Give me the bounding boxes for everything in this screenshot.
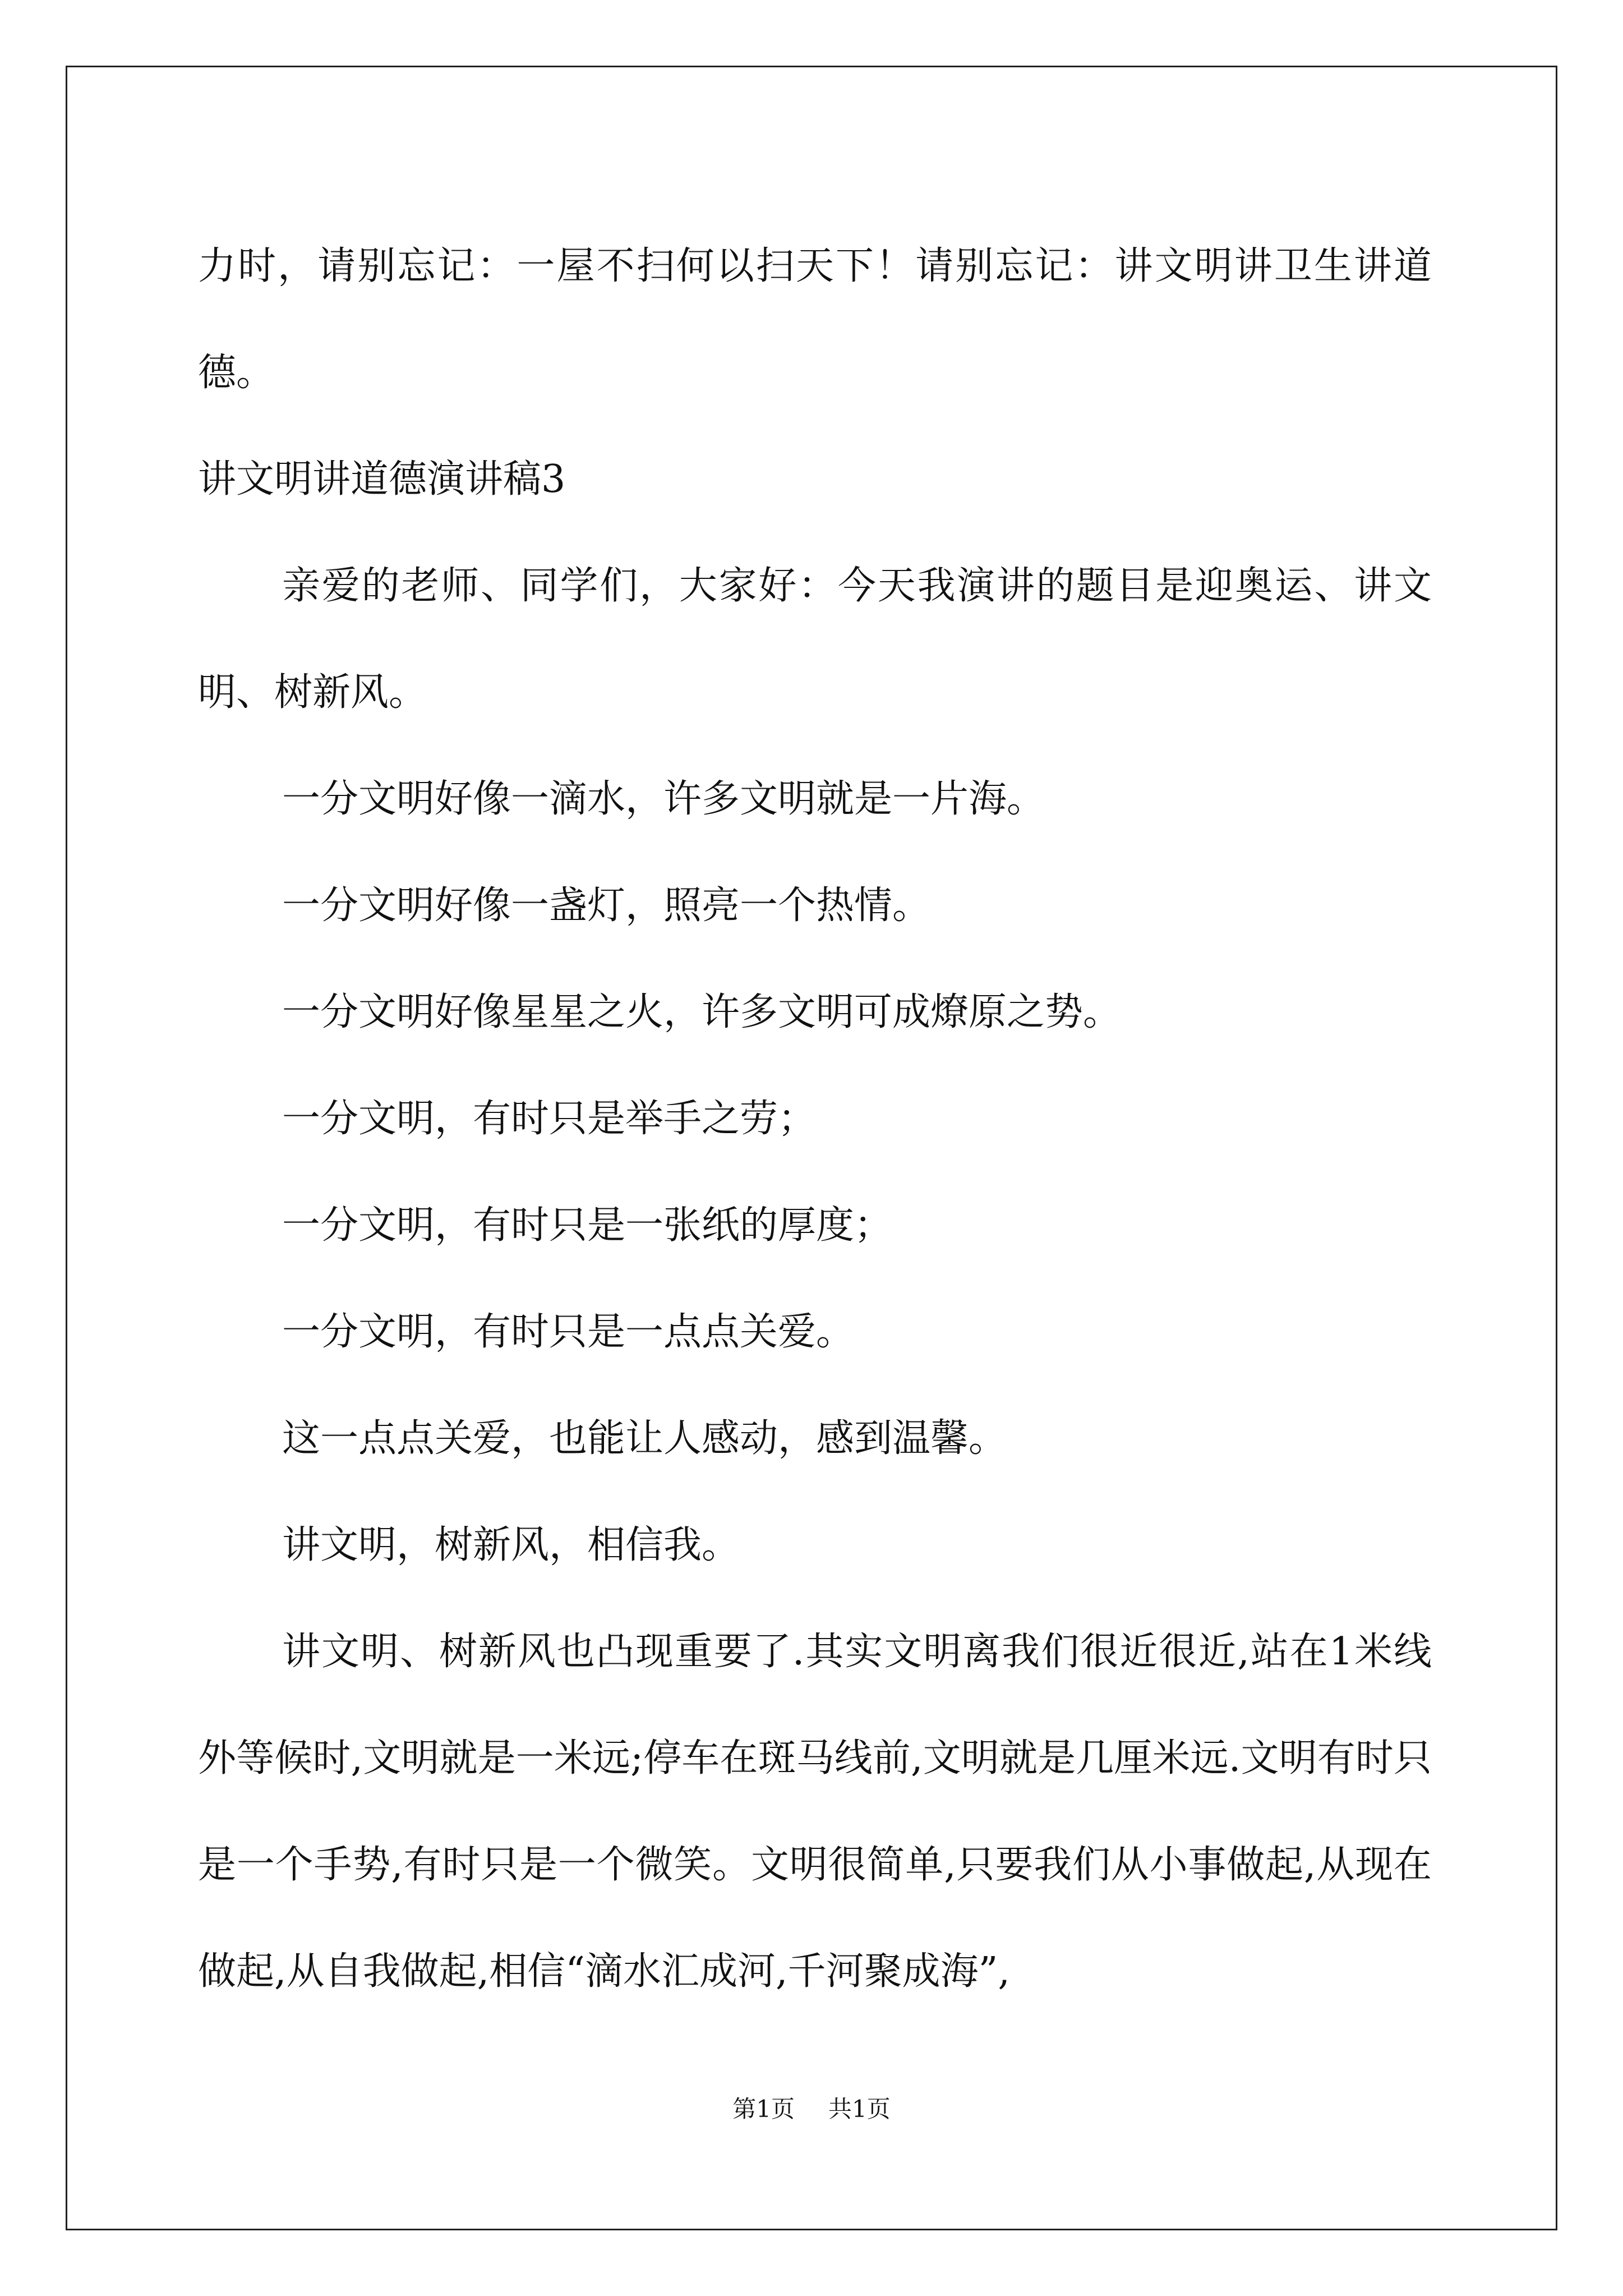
paragraph: 一分文明好像一滴水，许多文明就是一片海。 — [282, 777, 1045, 821]
section-title: 讲文明讲道德演讲稿3 — [198, 457, 566, 501]
paragraph: 一分文明，有时只是举手之劳； — [282, 1097, 817, 1141]
paragraph: 一分文明，有时只是一点点关爱。 — [282, 1310, 855, 1354]
paragraph: 亲爱的老师、同学们，大家好：今天我演讲的题目是迎奥运、讲文明、树新风。 — [198, 564, 1432, 715]
paragraph: 力时，请别忘记：一屋不扫何以扫天下！请别忘记：讲文明讲卫生讲道德。 — [198, 244, 1432, 395]
paragraph: 讲文明、树新风也凸现重要了.其实文明离我们很近很近,站在1米线外等候时,文明就是一米远;停车在斑马线前,文明就是几厘米远.文明有时只是一个手势,有时只是一个微笑。文明很简单,只要我们从小事做起,从现在做起,从自我做起,相信“滴水汇成河,千河聚成海”, — [198, 1630, 1432, 1994]
paragraph: 一分文明好像星星之火，许多文明可成燎原之势。 — [282, 990, 1122, 1034]
page-total: 共1页 — [828, 2095, 891, 2123]
page-number: 第1页 — [732, 2095, 795, 2123]
paragraph: 这一点点关爱，也能让人感动，感到温馨。 — [282, 1416, 1007, 1461]
document-body — [198, 213, 1432, 2025]
paragraph: 一分文明好像一盏灯，照亮一个热情。 — [282, 884, 931, 928]
paragraph: 一分文明，有时只是一张纸的厚度； — [282, 1203, 893, 1248]
page-footer — [0, 2092, 1623, 2126]
paragraph: 讲文明，树新风，相信我。 — [282, 1523, 740, 1567]
